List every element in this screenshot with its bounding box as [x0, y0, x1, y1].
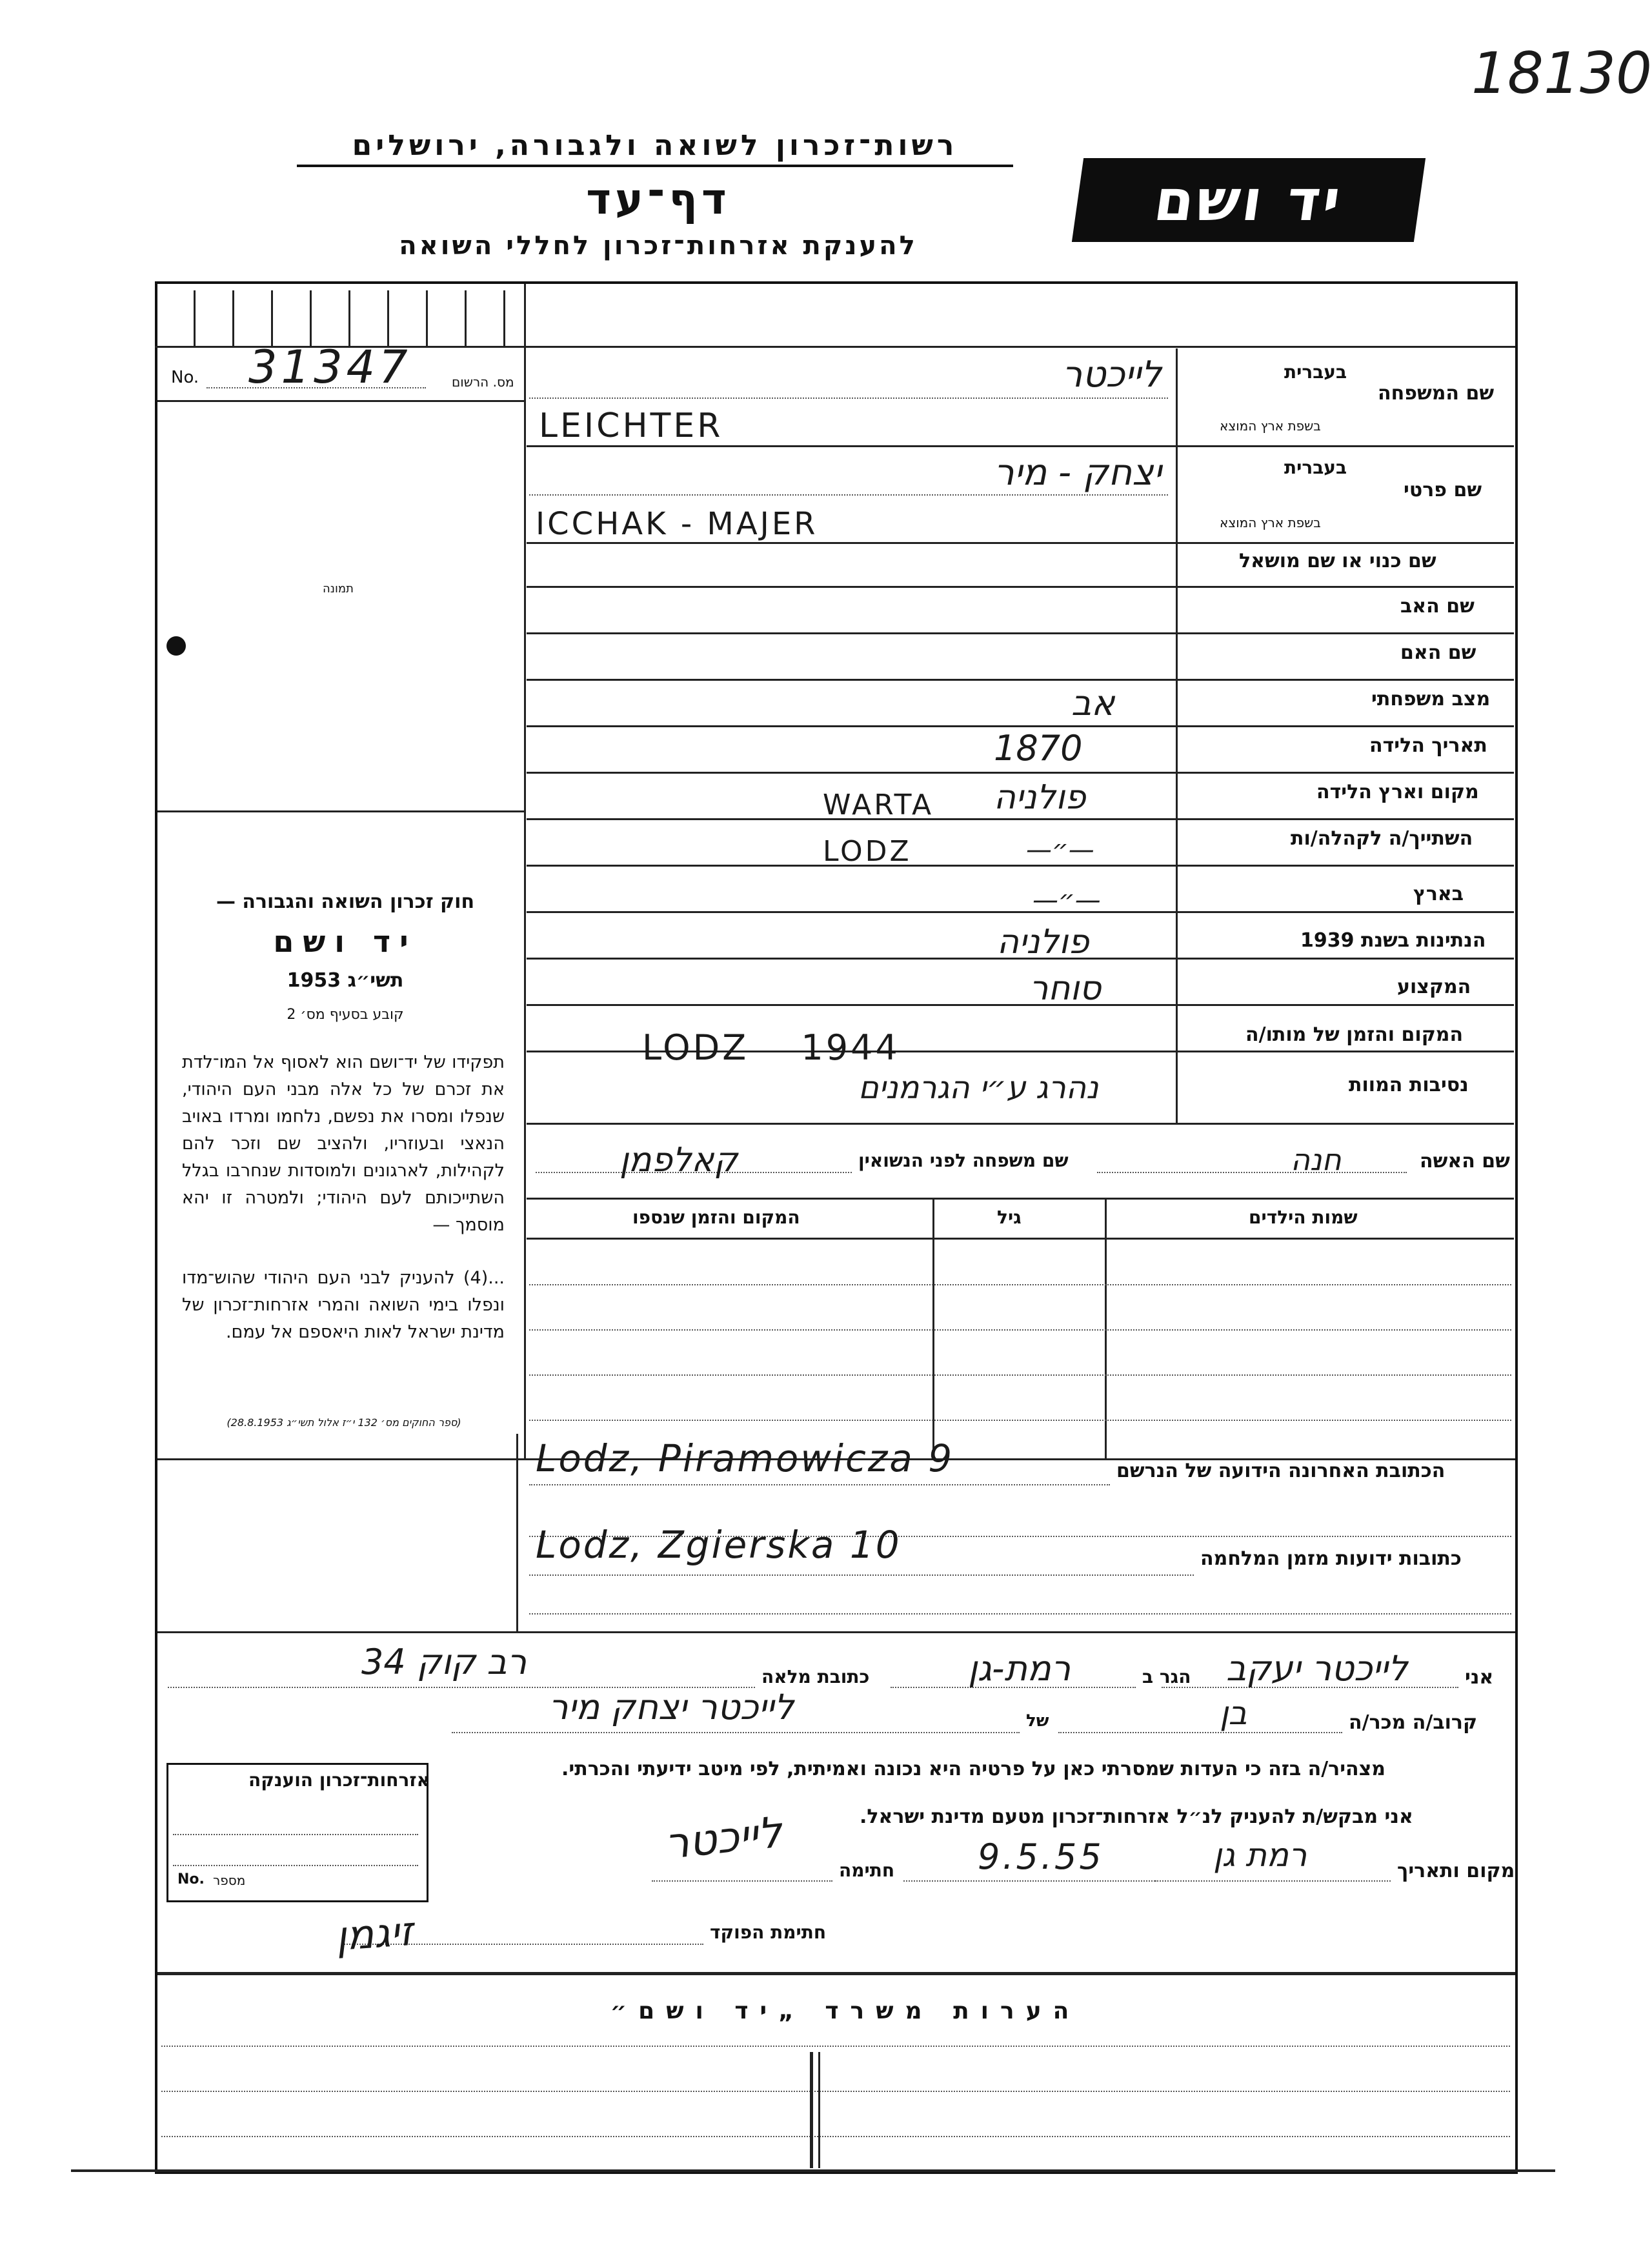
nickname-label: שם כנוי או שם מושאל [1239, 550, 1436, 572]
community-label: השתייך/ה לקהלה/ות [1291, 827, 1473, 850]
death-cause-value: נהרג ע״י הגרמנים [858, 1070, 1099, 1106]
relation-of-value: לייכטר יצחק מיר [549, 1687, 794, 1727]
children-death-header: המקום והזמן שנספו [632, 1207, 800, 1228]
registry-number: 31347 [248, 341, 412, 394]
certificate-title: אזרחות־זכרון הוענקה [248, 1769, 430, 1791]
firstname-origin-value: ICCHAK - MAJER [536, 506, 818, 542]
place-value: רמת גן [1213, 1836, 1307, 1874]
wife-value: חנה [1291, 1142, 1342, 1177]
law-footnote: (ספר החוקים מס׳ 132 י״ז אלול תשי״ג 28.8.1953) [227, 1416, 461, 1429]
firstname-hebrew-label: בעברית [1284, 457, 1347, 478]
officer-signature: זיגמן [334, 1907, 415, 1960]
last-address-label: הכתובת האחרונה הידועה של הנרשם [1116, 1460, 1446, 1482]
mother-label: שם האם [1400, 641, 1476, 664]
declarant-resides-value: רמת-גן [968, 1648, 1071, 1689]
children-age-header: גיל [997, 1207, 1022, 1228]
surname-origin-label: בשפת ארץ המוצא [1220, 418, 1321, 434]
profession-value: סוחר [1029, 969, 1102, 1008]
firstname-label: שם פרטי [1404, 479, 1482, 501]
photo-label: תמונה [323, 582, 354, 596]
declarant-address-value: רב קוק 34 [361, 1642, 527, 1682]
archive-number: 18130 [1471, 40, 1652, 106]
children-names-header: שמות הילדים [1249, 1207, 1358, 1228]
wife-maiden-value: קאלפמן [620, 1141, 738, 1180]
logo-text: יד ושם [1150, 166, 1347, 234]
punch-hole [166, 636, 186, 656]
law-name: יד ושם [273, 924, 418, 959]
profession-label: המקצוע [1397, 976, 1471, 998]
citizenship-label: הנתינות בשנת 1939 [1300, 929, 1486, 952]
country-ditto: —״— [1032, 885, 1101, 915]
birthplace-value-hebrew: פולניה [994, 778, 1086, 817]
firstname-origin-label: בשפת ארץ המוצא [1220, 515, 1321, 530]
surname-label: שם המשפחה [1378, 382, 1495, 405]
relation-of-label: של [1026, 1711, 1049, 1731]
law-paragraph-1: תפקידו של יד־ושם הוא לאסוף אל המו־לדת את זכרם של כל אלה מבני העם היהודי, שנפלו ומסרו את נפשם, נלחמו ומרדו באויב הנאצי ובעוזריו, ולהציב שם וזכר להם לקהילות, לארגונים ולמוסדות שנחרבו בגלל השתייכותם לעם היהודי; ולמטרה זו יהא מוסמך — [182, 1052, 505, 1235]
declarant-address-label: כתובת מלאה [761, 1666, 870, 1687]
birthdate-value: 1870 [994, 728, 1083, 769]
authority-line: רשות־זכרון לשואה ולגבורה, ירושלים [297, 129, 1013, 167]
law-year: תשי״ג 1953 [287, 969, 404, 992]
wartime-address-value: Lodz, Zgierska 10 [536, 1523, 902, 1567]
death-place-label: המקום והזמן של מותו/ה [1245, 1023, 1464, 1046]
birthplace-value-latin: WARTA [823, 789, 934, 821]
death-place-value: LODZ 1944 [642, 1027, 900, 1068]
marital-label: מצב משפחתי [1371, 688, 1491, 710]
declarant-resides-label: הגר ב [1142, 1666, 1191, 1687]
surname-origin-value: LEICHTER [539, 407, 723, 445]
birthplace-label: מקום וארץ הלידה [1316, 781, 1479, 803]
country-label: בארץ [1413, 883, 1464, 905]
wife-label: שם האשה [1420, 1150, 1510, 1172]
relation-value: בן [1220, 1695, 1247, 1732]
father-label: שם האב [1400, 595, 1475, 618]
law-section: קובע בסעיף מס׳ 2 [287, 1007, 404, 1023]
wartime-address-label: כתובות ידועות מזמן המלחמה [1200, 1547, 1462, 1570]
death-cause-label: נסיבות המוות [1349, 1074, 1469, 1096]
last-address-value: Lodz, Piramowicza 9 [536, 1436, 954, 1480]
date-value: 9.5.55 [978, 1836, 1104, 1877]
birthdate-label: תאריך הלידה [1369, 734, 1487, 757]
registry-number-label: מס. הרשום [452, 374, 514, 390]
law-paragraph-2: ...(4) להעניק לבני העם היהודי שהוש־מדו ונפלו בימי השואה והמרי אזרחות־זכרון של מדינת ישראל לאות היאספם אל עמם. [182, 1268, 505, 1342]
request-text: אני מבקש/ת להעניק לנ״ל אזרחות־זכרון מטעם מדינת ישראל. [860, 1805, 1413, 1828]
firstname-hebrew-value: יצחק - מיר [993, 452, 1162, 494]
law-title: חוק זכרון השואה והגבורה — [216, 890, 475, 913]
page-subtitle: להענקת אזרחות־זכרון לחללי השואה [399, 231, 918, 261]
declarant-i-label: אני [1465, 1666, 1494, 1689]
surname-hebrew-value: לייכטר [1062, 354, 1162, 396]
community-ditto: —״— [1026, 835, 1094, 865]
page-title: דף־עד [586, 174, 730, 224]
signature-label: חתימה [839, 1860, 895, 1881]
marital-value: אב [1071, 683, 1115, 723]
certificate-no-label: No. [177, 1871, 205, 1887]
wife-maiden-label: שם משפחה לפני הנשואין [858, 1150, 1069, 1171]
citizenship-value: פולניה [997, 923, 1089, 961]
relation-label: קרוב/ה מכר/ה [1349, 1711, 1478, 1734]
yad-vashem-logo [1072, 158, 1425, 242]
community-value: LODZ [823, 835, 912, 868]
officer-signature-label: חתימת הפוקד [710, 1922, 827, 1943]
certificate-number-label: מספר [213, 1873, 246, 1888]
declarant-signature: לייכטר [662, 1807, 785, 1869]
surname-hebrew-label: בעברית [1284, 361, 1347, 383]
declaration-text: מצהיר/ה בזה כי העדות שמסרתי כאן על פרטיה היא נכונה ואמיתית, לפי מיטב ידיעתי והכרתי. [561, 1758, 1385, 1780]
place-date-label: מקום ותאריך [1397, 1860, 1515, 1882]
office-notes-title: הערות משרד „יד ושם״ [610, 1998, 1081, 2024]
registry-no-label: No. [171, 368, 199, 387]
declarant-name: לייכטר יעקב [1226, 1648, 1408, 1689]
